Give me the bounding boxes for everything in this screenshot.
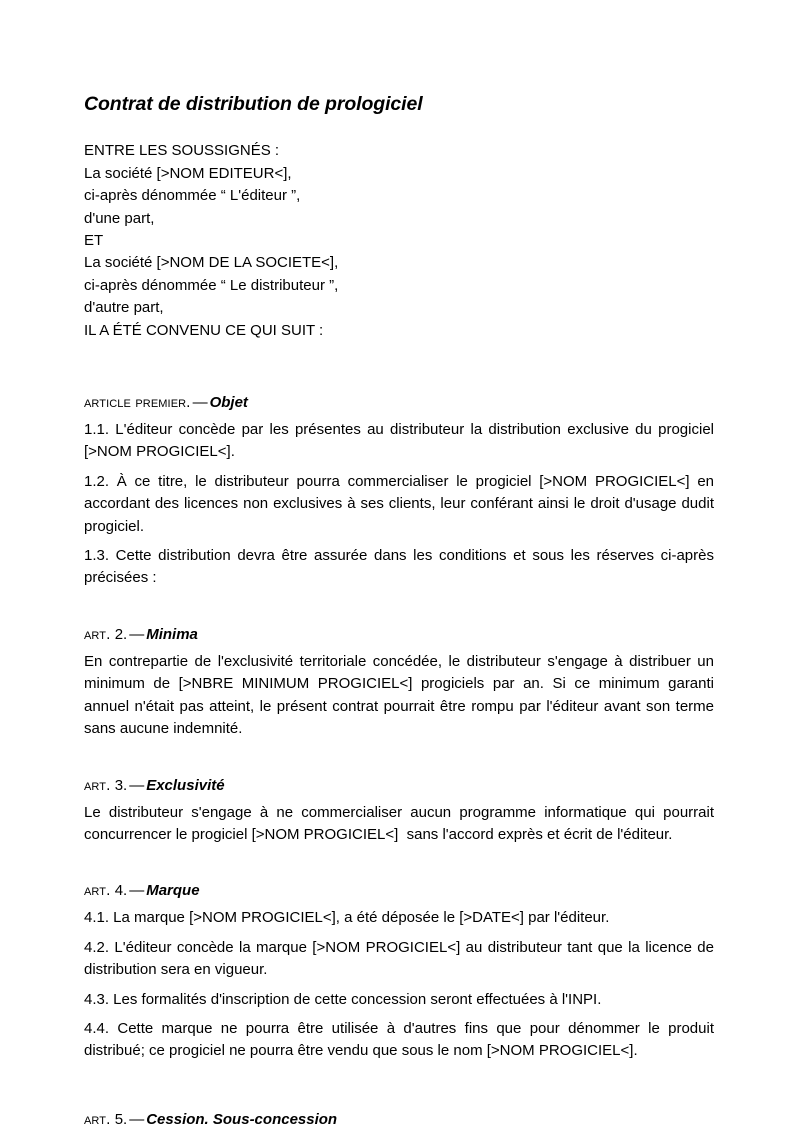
paragraph: 4.4. Cette marque ne pourra être utilisée à d'autres fins que pour dénommer le produit distribué; ce progiciel ne pourra être vendu que sous le nom [>NOM PROGICIEL<]. [84,1019,719,1060]
article-4 [84,880,719,1062]
article-4-title: Marque [146,882,200,900]
preamble-line: ci-après dénommée “ Le distributeur ”, [84,276,339,294]
article-5-label: art. [84,1110,111,1128]
preamble-line: ET [84,232,104,249]
article-5 [84,1109,714,1130]
article-3 [84,775,719,847]
preamble-line: IL A ÉTÉ CONVENU CE QUI SUIT : [84,321,324,339]
paragraph: 1.2. À ce titre, le distributeur pourra commercialiser le progiciel [>NOM PROGICIEL<] en accordant des licences non exclusives à ses clients, leur conférant ainsi le droit d'usage dudit progiciel. [84,472,719,535]
section-spacer [84,1063,714,1109]
paragraph: En contrepartie de l'exclusivité territoriale concédée, le distributeur s'engage à distribuer un minimum de [>NBRE MINIMUM PROGICIEL<] progiciels par an. Si ce minimum garanti annuel n'était pas atteint, le présent contrat pourrait être rompu par l'éditeur avant son terme sans aucune indemnité. [84,652,719,738]
article-4-dash: — [129,882,145,900]
article-1-dash: — [192,394,208,412]
section-spacer [84,741,714,775]
preamble-line: d'une part, [84,209,155,227]
paragraph: 1.1. L'éditeur concède par les présentes au distributeur la distribution exclusive du progiciel [>NOM PROGICIEL<]. [84,421,719,461]
article-5-title: Cession. Sous-concession [146,1110,338,1128]
preamble-line: d'autre part, [84,299,164,317]
article-2-dash: — [129,625,145,643]
article-2-title: Minima [146,625,198,643]
article-1 [84,392,719,590]
article-5-dash: — [129,1110,145,1128]
article-3-label: art. [84,776,111,794]
preamble-line: La société [>NOM DE LA SOCIETE<], [84,254,339,272]
article-1-label: article premier. [84,394,191,412]
article-3-number: 3. [114,776,128,794]
section-spacer [84,366,714,392]
preamble-line: ENTRE LES SOUSSIGNÉS : [84,142,280,160]
article-2 [84,624,719,741]
article-2-number: 2. [114,625,128,643]
preamble-block [84,140,714,342]
article-1-title: Objet [209,394,248,412]
article-2-label: art. [84,625,111,643]
article-5-heading [84,1109,714,1130]
section-spacer [84,846,714,880]
preamble-line: La société [>NOM EDITEUR<], [84,164,292,182]
paragraph: Le distributeur s'engage à ne commercialiser aucun programme informatique qui pourrait concurrencer le progiciel [>NOM PROGICIEL<] sans l'accord exprès et écrit de l'éditeur. [84,803,719,843]
article-4-heading [84,880,714,901]
article-3-dash: — [129,776,145,794]
article-5-number: 5. [114,1110,128,1128]
article-3-title: Exclusivité [146,776,225,794]
paragraph: 4.3. Les formalités d'inscription de cette concession seront effectuées à l'INPI. [84,990,602,1008]
article-2-heading [84,624,714,645]
page-title: Contrat de distribution de prologiciel [84,93,423,115]
article-4-label: art. [84,882,111,900]
document-content [84,92,719,1131]
section-spacer [84,590,714,624]
paragraph: 4.2. L'éditeur concède la marque [>NOM PROGICIEL<] au distributeur tant que la licence de distribution sera en vigueur. [84,938,719,979]
paragraph: 4.1. La marque [>NOM PROGICIEL<], a été déposée le [>DATE<] par l'éditeur. [84,909,610,927]
paragraph: 1.3. Cette distribution devra être assurée dans les conditions et sous les réserves ci-après précisées : [84,547,719,587]
article-4-number: 4. [114,882,128,900]
preamble-line: ci-après dénommée “ L'éditeur ”, [84,187,301,205]
article-1-heading [84,392,714,413]
article-3-heading [84,775,714,796]
